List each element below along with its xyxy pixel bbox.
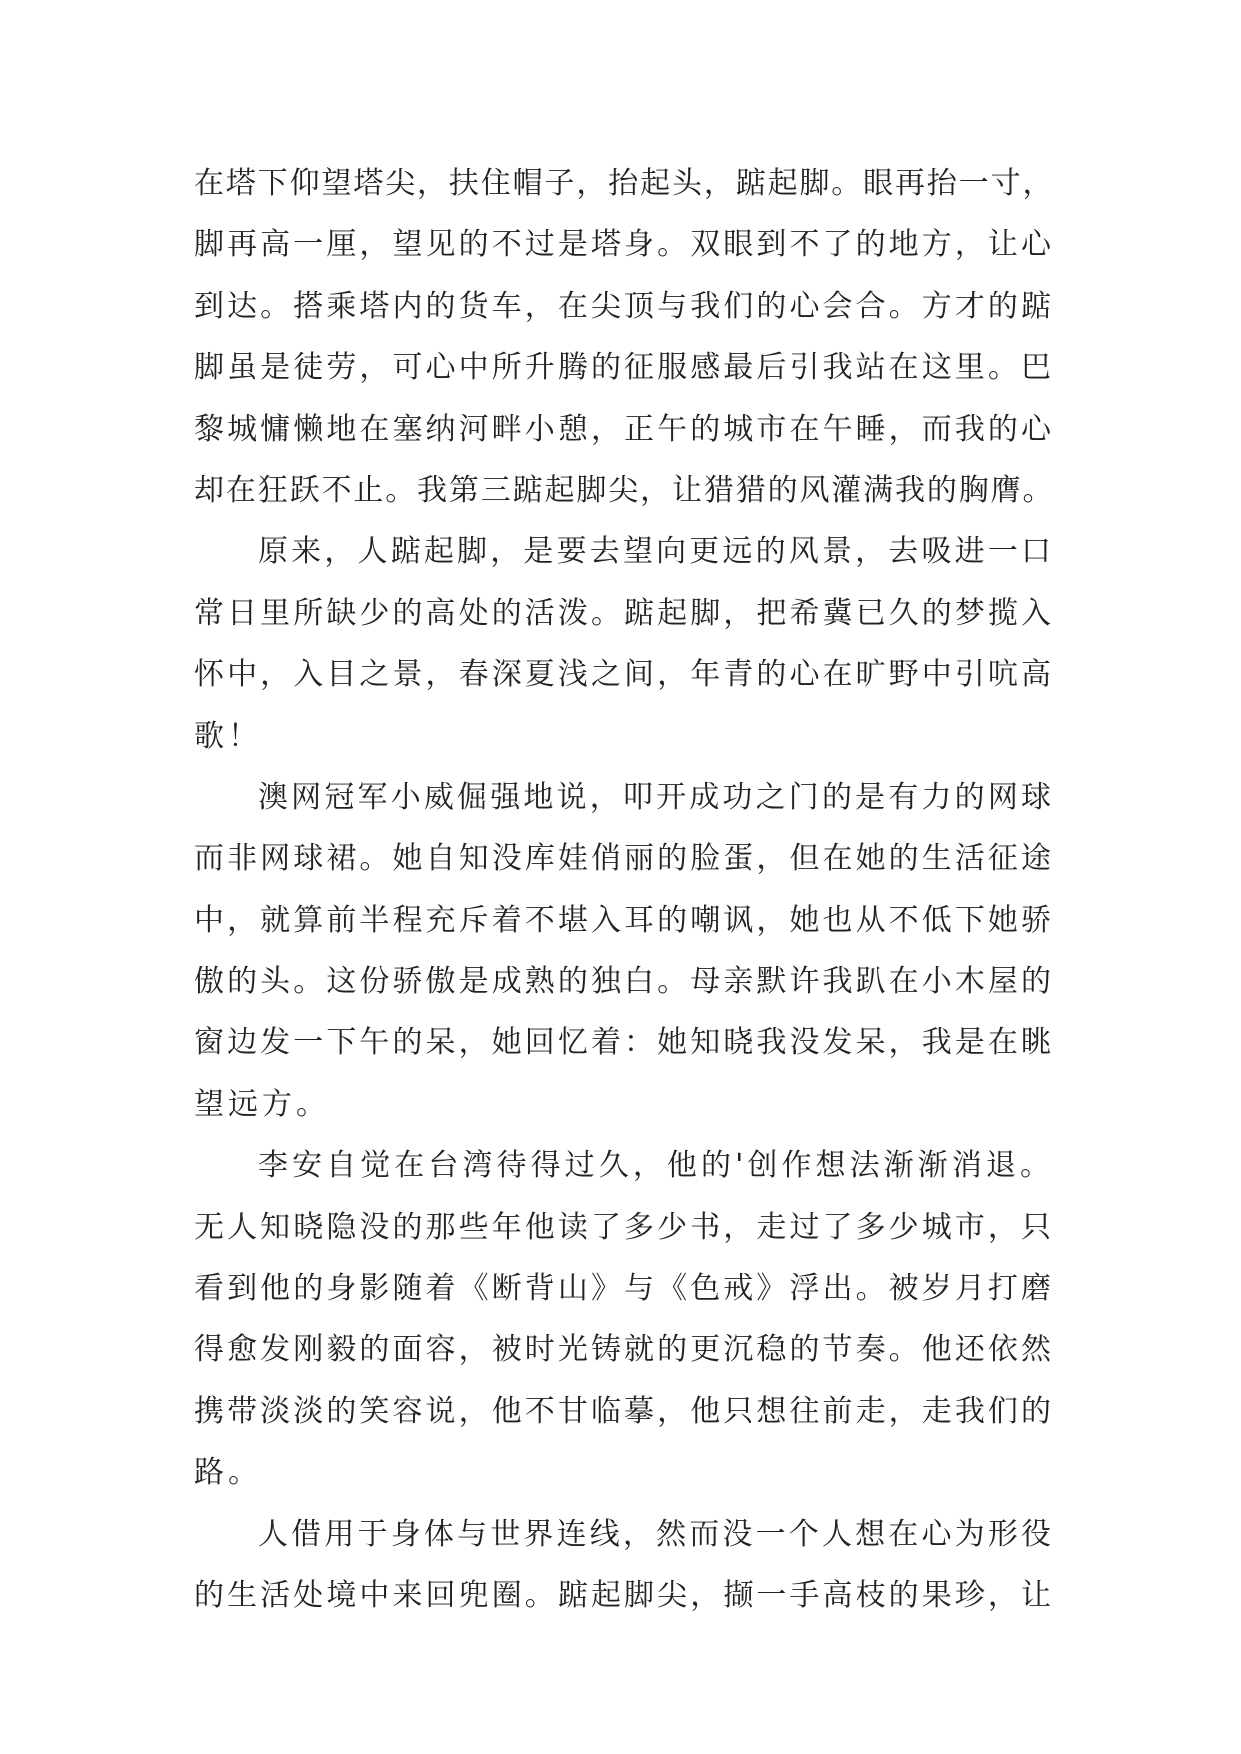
text-line: 在塔下仰望塔尖，扶住帽子，抬起头，踮起脚。眼再抬一寸， xyxy=(194,166,1054,201)
text-line: 脚再高一厘，望见的不过是塔身。双眼到不了的地方，让心 xyxy=(194,227,1054,263)
text-line: 得愈发刚毅的面容，被时光铸就的更沉稳的节奏。他还依然 xyxy=(194,1332,1054,1368)
text-line: 路。 xyxy=(194,1455,262,1491)
text-line: 却在狂跃不止。我第三踮起脚尖，让猎猎的风灌满我的胸膺。 xyxy=(194,472,1054,508)
text-line: 的生活处境中来回兜圈。踮起脚尖，撷一手高枝的果珍，让 xyxy=(194,1577,1054,1613)
paragraph-4 xyxy=(194,1135,1054,1503)
text-line: 怀中，入目之景，春深夏浅之间，年青的心在旷野中引吭高 xyxy=(194,657,1054,693)
paragraph-3 xyxy=(194,767,1054,1135)
text-line: 中，就算前半程充斥着不堪入耳的嘲讽，她也从不低下她骄 xyxy=(194,902,1054,938)
text-line: 看到他的身影随着《断背山》与《色戒》浮出。被岁月打磨 xyxy=(194,1271,1054,1307)
text-line: 人借用于身体与世界连线，然而没一个人想在心为形役 xyxy=(258,1516,1054,1552)
text-line: 傲的头。这份骄傲是成熟的独白。母亲默许我趴在小木屋的 xyxy=(194,964,1054,1000)
text-line: 望远方。 xyxy=(194,1086,330,1122)
text-line: 李安自觉在台湾待得过久，他的'创作想法渐渐消退。 xyxy=(258,1148,1054,1184)
text-line: 脚虽是徒劳，可心中所升腾的征服感最后引我站在这里。巴 xyxy=(194,350,1054,386)
text-line: 歌！ xyxy=(194,718,262,754)
text-line: 到达。搭乘塔内的货车，在尖顶与我们的心会合。方才的踮 xyxy=(194,288,1054,324)
text-line: 原来，人踮起脚，是要去望向更远的风景，去吸进一口 xyxy=(258,534,1054,570)
paragraph-1 xyxy=(194,153,1054,521)
text-line: 携带淡淡的笑容说，他不甘临摹，他只想往前走，走我们的 xyxy=(194,1393,1054,1429)
text-line: 窗边发一下午的呆，她回忆着：她知晓我没发呆，我是在眺 xyxy=(194,1025,1054,1061)
text-line: 常日里所缺少的高处的活泼。踮起脚，把希冀已久的梦揽入 xyxy=(194,595,1054,631)
body-text xyxy=(194,153,1054,1626)
text-line: 无人知晓隐没的那些年他读了多少书，走过了多少城市，只 xyxy=(194,1209,1054,1245)
text-line: 黎城慵懒地在塞纳河畔小憩，正午的城市在午睡，而我的心 xyxy=(194,411,1054,447)
paragraph-5 xyxy=(194,1504,1054,1627)
paragraph-2 xyxy=(194,521,1054,767)
text-line: 澳网冠军小威倔强地说，叩开成功之门的是有力的网球 xyxy=(258,779,1054,815)
text-line: 而非网球裙。她自知没库娃俏丽的脸蛋，但在她的生活征途 xyxy=(194,841,1054,877)
